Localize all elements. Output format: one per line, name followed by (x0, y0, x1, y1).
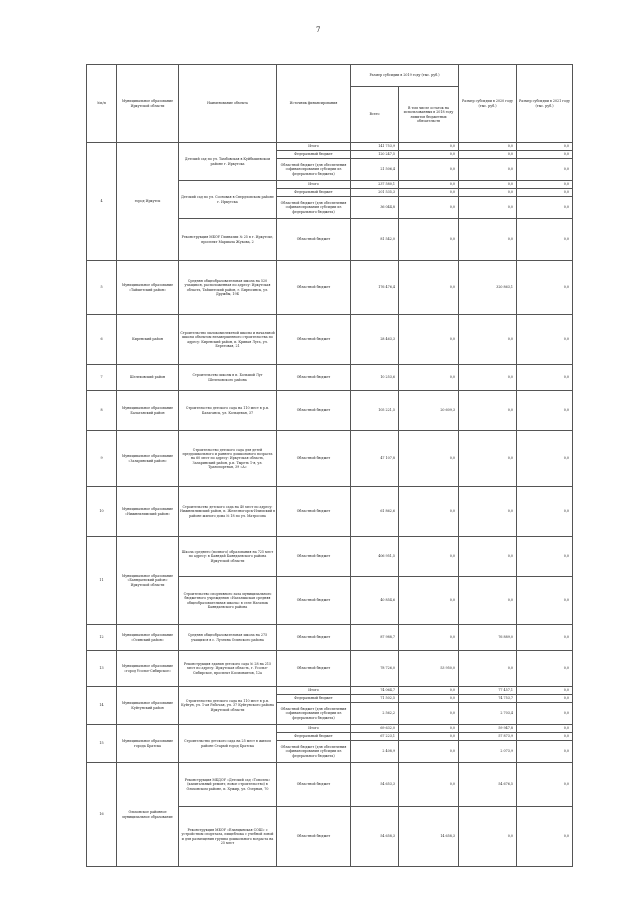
object-cell: Строительство детского сада на 110 мест в р.п. Куйтун, ул. 1-ая Рабочая, уч. 37 Куйтунского района Иркутской области (179, 687, 277, 725)
municipality-cell: Киренский район (117, 315, 179, 365)
object-cell: Детский сад по ул. Сосновая в Свердловском районе г. Иркутска (179, 181, 277, 219)
source-cell: Областной бюджет (277, 763, 351, 807)
source-cell: Областной бюджет (277, 487, 351, 537)
source-cell: Итого (277, 143, 351, 151)
value-2020: 76 889,0 (459, 625, 517, 651)
value-2020: 54 676,5 (459, 763, 517, 807)
value-2021: 0,0 (517, 703, 573, 725)
header-2021: Размер субсидии в 2021 году (тыс. руб.) (517, 65, 573, 143)
municipality-cell: Шелеховский район (117, 365, 179, 391)
row-number: 8 (87, 391, 117, 431)
object-cell: Реконструкция здания детского сада № 28 на 215 мест по адресу: Иркутская область, г. Усолье-Сибирское, проспект Космонавтов, 12а (179, 651, 277, 687)
municipality-cell: Муниципальное образование «Заларинский район» (117, 431, 179, 487)
source-cell: Федеральный бюджет (277, 695, 351, 703)
value-2019-total: 21 506,4 (351, 159, 399, 181)
value-2019-remainder: 53 950,0 (399, 651, 459, 687)
value-2020: 2 073,9 (459, 741, 517, 763)
value-2020: 0,0 (459, 159, 517, 181)
row-number: 9 (87, 431, 117, 487)
value-2020: 0,0 (459, 143, 517, 151)
value-2019-total: 47 107,8 (351, 431, 399, 487)
row-number: 14 (87, 687, 117, 725)
value-2019-remainder: 0,0 (399, 537, 459, 577)
value-2020: 0,0 (459, 807, 517, 867)
value-2019-total: 36 044,8 (351, 197, 399, 219)
value-2019-remainder: 0,0 (399, 695, 459, 703)
value-2019-total: 74 064,7 (351, 687, 399, 695)
source-cell: Областной бюджет (277, 537, 351, 577)
value-2019-remainder: 0,0 (399, 261, 459, 315)
source-cell: Областной бюджет (277, 625, 351, 651)
value-2020: 0,0 (459, 651, 517, 687)
value-2020: 0,0 (459, 197, 517, 219)
value-2020: 77 457,1 (459, 687, 517, 695)
value-2020: 0,0 (459, 189, 517, 197)
municipality-cell: Муниципальное образование «Баяндаевский район» Иркутской области (117, 537, 179, 625)
value-2019-total: 87 988,7 (351, 625, 399, 651)
source-cell: Областной бюджет (для обеспечения софинансирования субсидии из федерального бюджета) (277, 159, 351, 181)
header-2019-incl: В том числе остаток на использованных в 2018 году лимитов бюджетных обязательств (399, 87, 459, 143)
page-number: 7 (316, 26, 321, 34)
value-2019-total: 120 247,5 (351, 151, 399, 159)
object-cell: Строительство школы в п. Большой Луг Шелеховского района (179, 365, 277, 391)
value-2021: 0,0 (517, 725, 573, 733)
value-2019-remainder: 0,0 (399, 487, 459, 537)
municipality-cell: Муниципальное образование «город Усолье-Сибирское» (117, 651, 179, 687)
row-number: 15 (87, 725, 117, 763)
value-2019-remainder: 0,0 (399, 741, 459, 763)
source-cell: Федеральный бюджет (277, 733, 351, 741)
value-2019-remainder: 0,0 (399, 687, 459, 695)
value-2019-remainder: 0,0 (399, 577, 459, 625)
object-cell: Строительство детского сада на 40 мест по адресу: Нижнеилимский район, п. Железногорск-Илимский в районе жилого дома № 18 по ул. Матросова (179, 487, 277, 537)
source-cell: Областной бюджет (277, 219, 351, 261)
value-2021: 0,0 (517, 189, 573, 197)
municipality-cell: Муниципальное образование Куйтунский район (117, 687, 179, 725)
source-cell: Областной бюджет (для обеспечения софинансирования субсидии из федерального бюджета) (277, 197, 351, 219)
municipality-cell: Муниципальное образование «Осинский район» (117, 625, 179, 651)
value-2019-total: 54 658,3 (351, 807, 399, 867)
value-2021: 0,0 (517, 625, 573, 651)
value-2019-total: 69 632,0 (351, 725, 399, 733)
value-2021: 0,0 (517, 807, 573, 867)
value-2020: 74 753,7 (459, 695, 517, 703)
object-cell: Реконструкция МБОУ Гимназии № 25 в г. Иркутске, проспект Маршала Жукова, 2 (179, 219, 277, 261)
value-2021: 0,0 (517, 159, 573, 181)
value-2019-total: 28 463,3 (351, 315, 399, 365)
value-2019-remainder: 0,0 (399, 733, 459, 741)
value-2021: 0,0 (517, 181, 573, 189)
value-2021: 0,0 (517, 487, 573, 537)
value-2020: 0,0 (459, 537, 517, 577)
value-2019-total: 61 862,6 (351, 487, 399, 537)
value-2021: 0,0 (517, 391, 573, 431)
value-2020: 59 947,8 (459, 725, 517, 733)
value-2021: 0,0 (517, 143, 573, 151)
row-number: 16 (87, 763, 117, 867)
value-2021: 0,0 (517, 151, 573, 159)
object-cell: Средняя общеобразовательная школа на 275 учащихся в с. Лузгина Осинского района (179, 625, 277, 651)
value-2019-remainder: 0,0 (399, 143, 459, 151)
value-2019-remainder: 0,0 (399, 725, 459, 733)
value-2021: 0,0 (517, 431, 573, 487)
value-2019-total: 78 726,0 (351, 651, 399, 687)
value-2020: 0,0 (459, 181, 517, 189)
source-cell: Областной бюджет (277, 315, 351, 365)
value-2019-total: 176 476,4 (351, 261, 399, 315)
value-2019-remainder: 0,0 (399, 365, 459, 391)
value-2019-total: 2 562,2 (351, 703, 399, 725)
source-cell: Областной бюджет (277, 365, 351, 391)
subsidy-table (86, 64, 573, 867)
municipality-cell: Муниципальное образование города Братска (117, 725, 179, 763)
value-2021: 0,0 (517, 315, 573, 365)
row-number: 6 (87, 315, 117, 365)
source-cell: Федеральный бюджет (277, 151, 351, 159)
source-cell: Областной бюджет (277, 431, 351, 487)
value-2020: 0,0 (459, 365, 517, 391)
municipality-cell: город Иркутск (117, 143, 179, 261)
source-cell: Итого (277, 687, 351, 695)
value-2020: 0,0 (459, 219, 517, 261)
value-2019-total: 237 580,1 (351, 181, 399, 189)
object-cell: Детский сад по ул. Тамбовская в Куйбышевском районе г. Иркутска (179, 143, 277, 181)
source-cell: Областной бюджет (277, 577, 351, 625)
source-cell: Областной бюджет (для обеспечения софинансирования субсидии из федерального бюджета) (277, 741, 351, 763)
value-2019-remainder: 0,0 (399, 431, 459, 487)
municipality-cell: Муниципальное образование Балаганский район (117, 391, 179, 431)
value-2019-total: 54 653,3 (351, 763, 399, 807)
value-2019-total: 201 535,3 (351, 189, 399, 197)
source-cell: Областной бюджет (277, 391, 351, 431)
object-cell: Реконструкция МБОУ «Еланцынская СОШ» с устройством спортзала, пищеблока с учебной зоной и для размещения группы дошкольного возраста на 25 мест (179, 807, 277, 867)
header-num: №п/п (87, 65, 117, 143)
header-object: Наименование объекта (179, 65, 277, 143)
value-2021: 0,0 (517, 763, 573, 807)
object-cell: Реконструкция МБДОУ «Детский сад «Тополек» (капитальный ремонт, новое строительство) в Ольхонском районе, п. Хужир, ул. Озерная, 70 (179, 763, 277, 807)
header-2019-group: Размер субсидии в 2019 году (тыс. руб.) (351, 65, 459, 87)
source-cell: Итого (277, 181, 351, 189)
object-cell: Строительство детского сада для детей преддошкольного и раннего дошкольного возраста на 60 мест по адресу: Иркутская область, Заларинский район, р.п. Тыреть 1-я, ул. Транспортная, 39 «А» (179, 431, 277, 487)
source-cell: Федеральный бюджет (277, 189, 351, 197)
value-2021: 0,0 (517, 365, 573, 391)
header-2019-total: Всего (351, 87, 399, 143)
row-number: 13 (87, 651, 117, 687)
value-2019-remainder: 0,0 (399, 625, 459, 651)
value-2021: 0,0 (517, 651, 573, 687)
municipality-cell: Муниципальное образование «Тайшетский район» (117, 261, 179, 315)
value-2021: 0,0 (517, 537, 573, 577)
value-2019-total: 71 502,5 (351, 695, 399, 703)
value-2021: 0,0 (517, 733, 573, 741)
value-2019-total: 81 542,0 (351, 219, 399, 261)
row-number: 4 (87, 143, 117, 261)
row-number: 7 (87, 365, 117, 391)
value-2020: 0,0 (459, 151, 517, 159)
value-2021: 0,0 (517, 695, 573, 703)
value-2019-total: 67 223,1 (351, 733, 399, 741)
header-source: Источник финансирования (277, 65, 351, 143)
row-number: 11 (87, 537, 117, 625)
row-number: 12 (87, 625, 117, 651)
value-2019-total: 141 753,9 (351, 143, 399, 151)
value-2019-remainder: 0,0 (399, 219, 459, 261)
value-2019-total: 105 221,5 (351, 391, 399, 431)
value-2019-remainder: 0,0 (399, 151, 459, 159)
value-2021: 0,0 (517, 577, 573, 625)
source-cell: Областной бюджет (277, 807, 351, 867)
value-2019-remainder: 14 658,3 (399, 807, 459, 867)
object-cell: Строительство детского сада на 110 мест в р.п. Балаганск, ул. Кольцевая, 37 (179, 391, 277, 431)
header-municipality: Муниципальное образование Иркутской области (117, 65, 179, 143)
value-2019-remainder: 0,0 (399, 189, 459, 197)
value-2019-remainder: 0,0 (399, 703, 459, 725)
value-2020: 0,0 (459, 391, 517, 431)
object-cell: Строительство детского сада на 25 мест в жилом районе Старый город Братска (179, 725, 277, 763)
object-cell: Школа среднего (полного) образования на 725 мест по адресу: в Баяндай Баяндаевского района Иркутской области (179, 537, 277, 577)
value-2020: 57 873,9 (459, 733, 517, 741)
value-2020: 0,0 (459, 577, 517, 625)
value-2020: 0,0 (459, 315, 517, 365)
value-2019-remainder: 0,0 (399, 763, 459, 807)
value-2019-total: 2 408,9 (351, 741, 399, 763)
municipality-cell: Ольхонское районное муниципальное образование (117, 763, 179, 867)
header-2020: Размер субсидии в 2020 году (тыс. руб.) (459, 65, 517, 143)
value-2019-remainder: 20 609,3 (399, 391, 459, 431)
value-2021: 0,0 (517, 219, 573, 261)
row-number: 5 (87, 261, 117, 315)
value-2020: 2 703,4 (459, 703, 517, 725)
source-cell: Итого (277, 725, 351, 733)
value-2019-remainder: 0,0 (399, 181, 459, 189)
value-2019-remainder: 0,0 (399, 159, 459, 181)
value-2021: 0,0 (517, 741, 573, 763)
municipality-cell: Муниципальное образование «Нижнеилимский район» (117, 487, 179, 537)
source-cell: Областной бюджет (277, 261, 351, 315)
value-2021: 0,0 (517, 197, 573, 219)
value-2020: 320 863,1 (459, 261, 517, 315)
source-cell: Областной бюджет (для обеспечения софинансирования субсидии из федерального бюджета) (277, 703, 351, 725)
object-cell: Строительство малокомплектной школы и начальной школы объектом незавершенного строительства по адресу: Киренский район, п. Кривая Луга, ул. Береговая, 21 (179, 315, 277, 365)
value-2019-remainder: 0,0 (399, 197, 459, 219)
value-2019-total: 10 253,6 (351, 365, 399, 391)
row-number: 10 (87, 487, 117, 537)
object-cell: Строительство спортивного зала муниципального бюджетного учреждения «Нагалыкская средняя общеобразовательная школа» в селе Нагалык Баяндаевского района (179, 577, 277, 625)
value-2020: 0,0 (459, 487, 517, 537)
value-2019-remainder: 0,0 (399, 315, 459, 365)
value-2019-total: 40 854,6 (351, 577, 399, 625)
value-2020: 0,0 (459, 431, 517, 487)
source-cell: Областной бюджет (277, 651, 351, 687)
value-2019-total: 406 951,5 (351, 537, 399, 577)
value-2021: 0,0 (517, 261, 573, 315)
value-2021: 0,0 (517, 687, 573, 695)
object-cell: Средняя общеобразовательная школа на 520 учащихся, расположенная по адресу: Иркутская область, Тайшетский район, г. Бирюсинск, ул. Дружбы, 19Б (179, 261, 277, 315)
